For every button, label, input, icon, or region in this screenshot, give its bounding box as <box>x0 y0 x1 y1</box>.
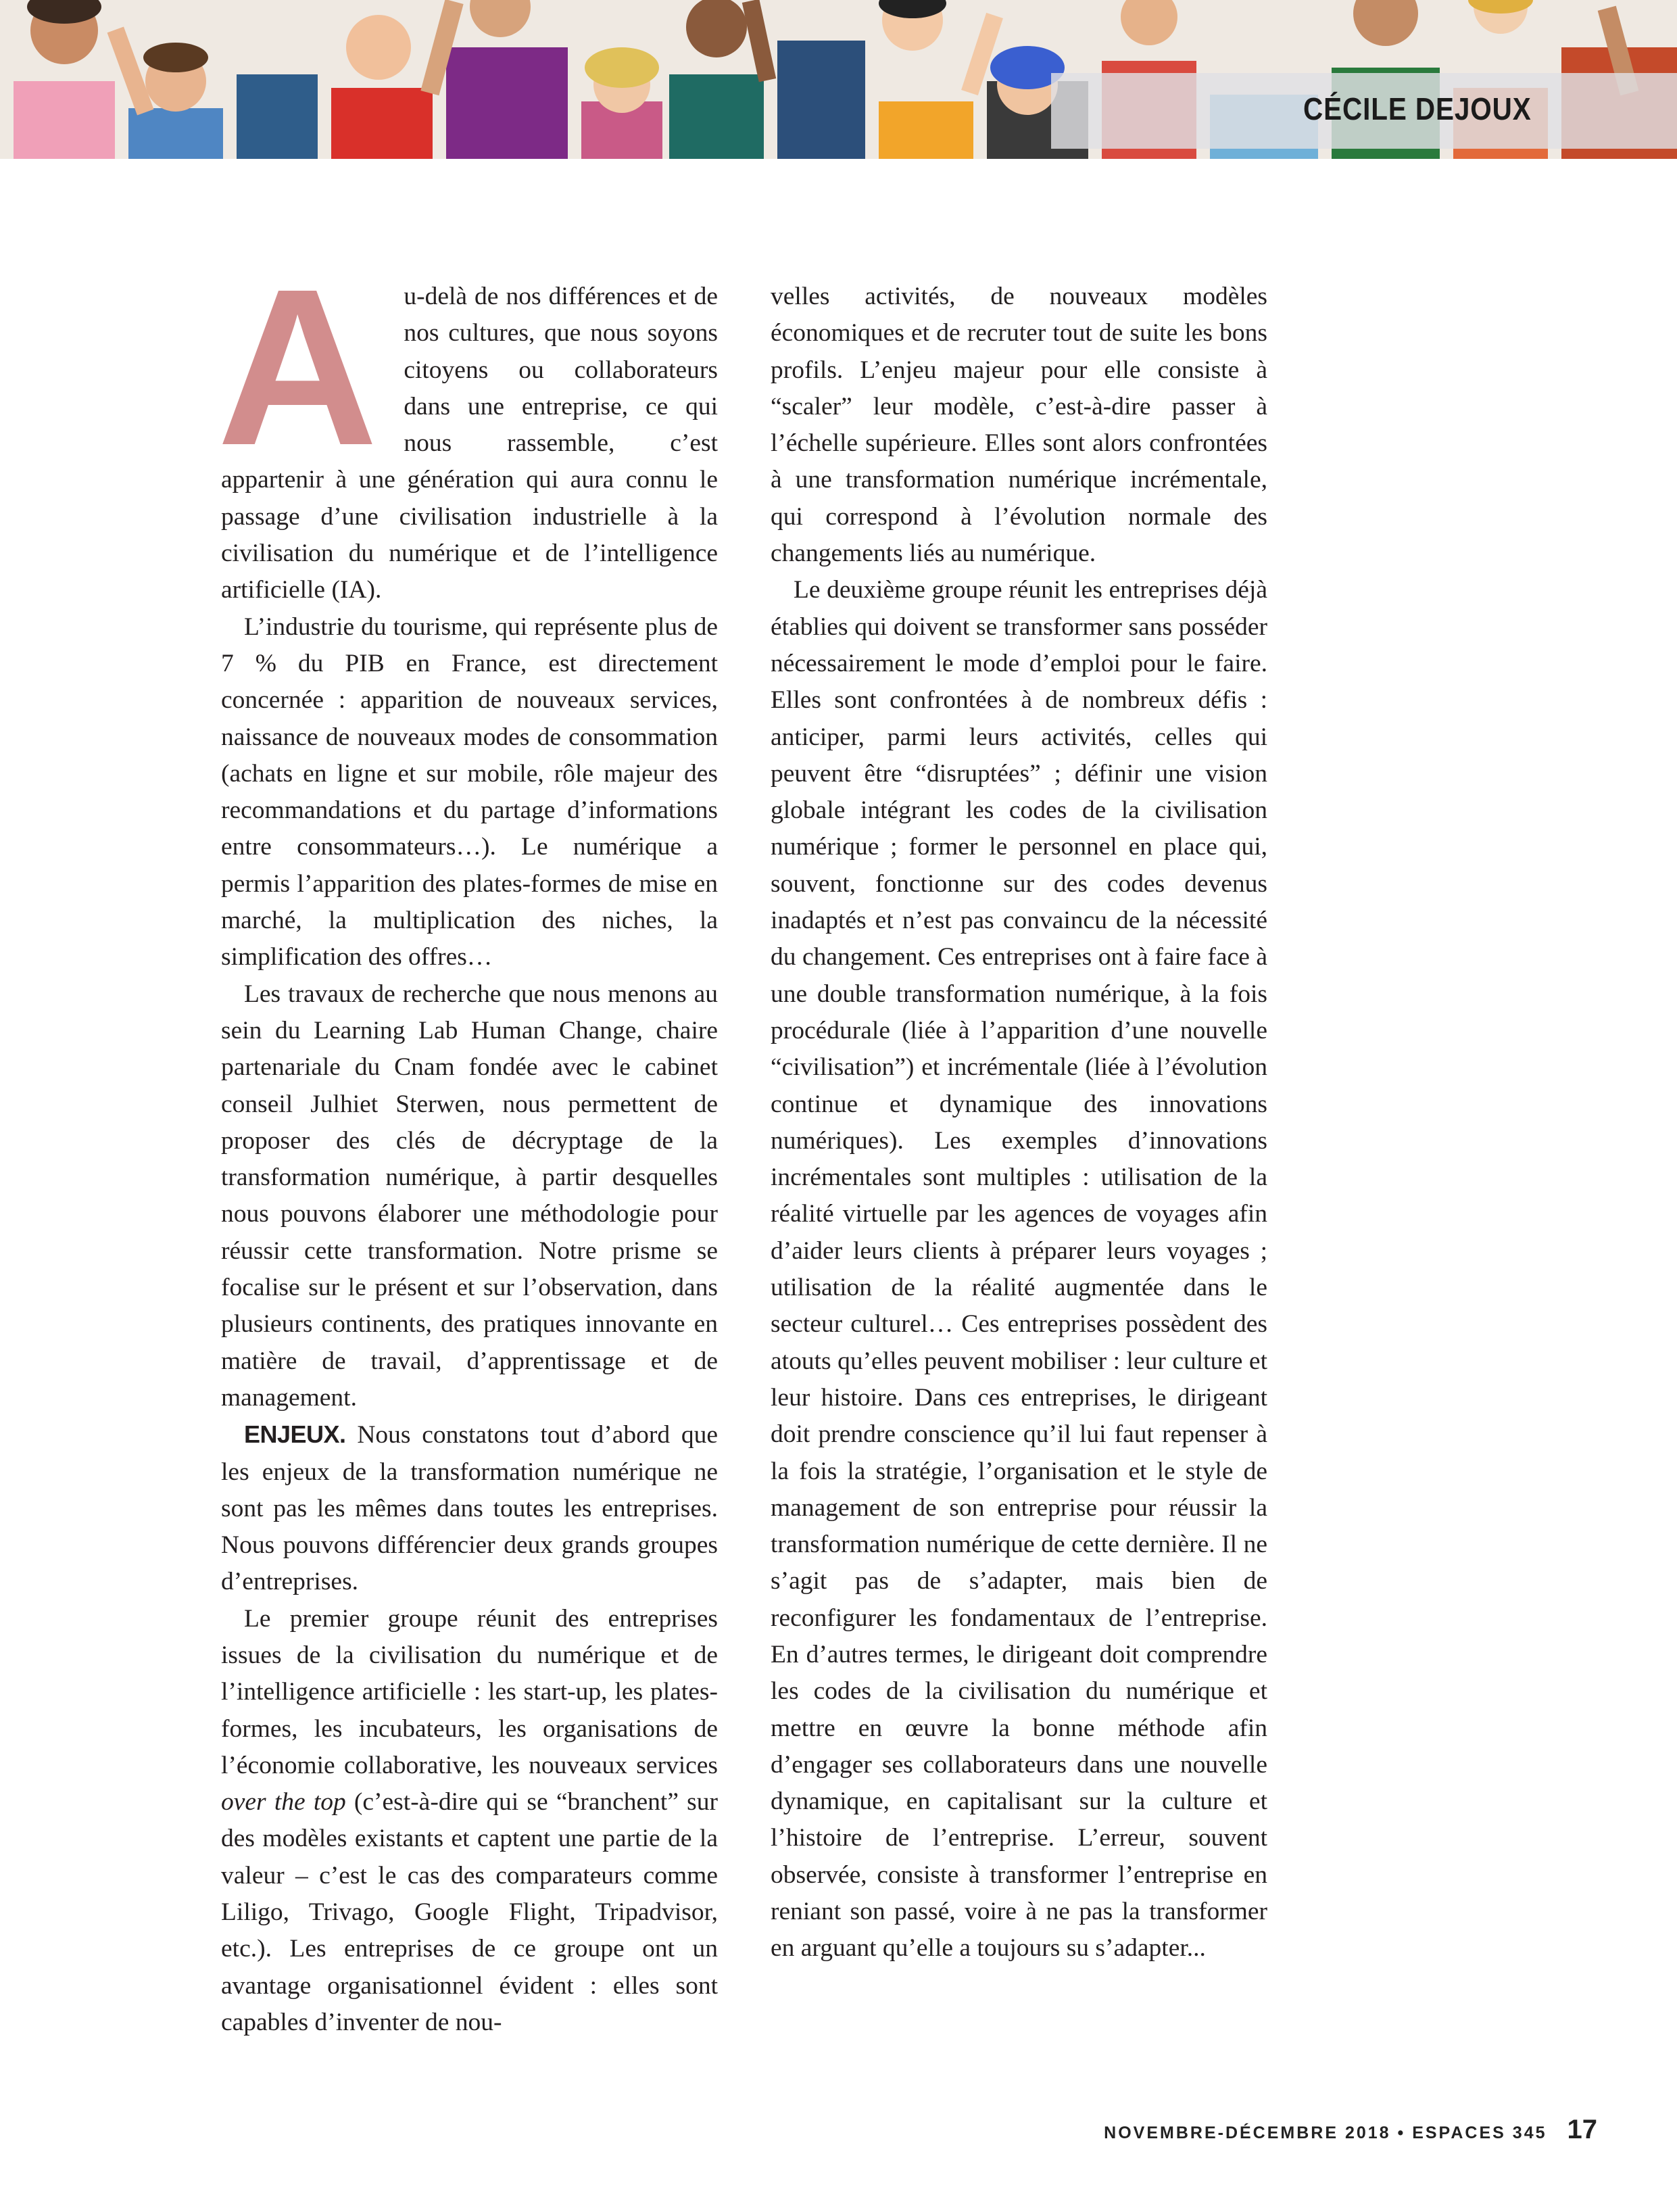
paragraph-continuation: velles activités, de nouveaux modèles économiques et de recruter tout de suite les bons profils. L’enjeu majeur pour elle consiste à “scaler” leur modèle, c’est-à-dire passer à l’échelle supérieure. Elles sont alors confrontées à une transformation numérique incrémentale, qui correspond à l’évolution normale des changements liés au numérique. <box>771 283 1267 568</box>
paragraph-tourism: L’industrie du tourisme, qui représente plus de 7 % du PIB en France, est directement concernée : apparition de nouveaux services, naissance de nouveaux modes de consommation (achats en ligne et sur mobile, rôle majeur des recommandations et du partage d’informations entre consommateurs…). Le numérique a permis l’apparition des plates-formes de mise en marché, la multiplication des niches, la simplification des offres… <box>221 612 718 971</box>
paragraph-first-group <box>221 1601 718 2042</box>
page-footer <box>1104 2115 1597 2145</box>
paragraph-enjeux <box>221 1416 718 1600</box>
article-column-left <box>217 242 718 2041</box>
paragraph-intro <box>217 242 718 609</box>
author-name: CÉCILE DEJOUX <box>1303 91 1532 126</box>
paragraph-second-group: Le deuxième groupe réunit les entreprises déjà établies qui doivent se transformer sans posséder nécessairement le mode d’emploi pour le faire. Elles sont confrontées à de nombreux défis : anticiper, parmi leurs activités, celles qui peuvent être “disruptées” ; définir une vision globale intégrant les codes de la civilisation numérique ; former le personnel en place qui, souvent, fonctionne sur des codes devenus inadaptés et n’est pas convaincu de la nécessité du changement. Ces entreprises ont à faire face à une double transformation numérique, à la fois procédurale (liée à l’apparition d’une nouvelle “civilisation”) et incrémentale (liée à l’évolution continue et dynamique des innovations numériques). Les exemples d’innovations incrémentales sont multiples : utilisation de la réalité virtuelle par les agences de voyages afin d’aider leurs clients à préparer leurs voyages ; utilisation de la réalité augmentée dans le secteur culturel… Ces entreprises possèdent des atouts qu’elles peuvent mobiliser : leur culture et leur histoire. Dans ces entreprises, le dirigeant doit prendre conscience qu’il lui faut repenser à la fois la stratégie, l’organisation et le style de management de son entreprise pour réussir la transformation numérique de cette dernière. Il ne s’agit pas de s’adapter, mais bien de reconfigurer les fondamentaux de l’entreprise. En d’autres termes, le dirigeant doit comprendre les codes de la civilisation du numérique et mettre en œuvre la bonne méthode afin d’engager ses collaborateurs dans une nouvelle dynamique, en capitalisant sur la culture et l’histoire de l’entreprise. L’erreur, souvent observée, consiste à transformer l’entreprise en reniant son passé, voire à ne pas la transformer en arguant qu’elle a toujours su s’adapter... <box>771 576 1267 1963</box>
issue-folio: NOVEMBRE-DÉCEMBRE 2018 • ESPACES 345 <box>1104 2123 1547 2142</box>
section-keyword: ENJEUX. <box>244 1420 346 1449</box>
article-column-right <box>771 279 1267 1967</box>
first-group-text-b: (c’est-à-dire qui se “branchent” sur des modèles existants et captent une partie de la valeur – c’est le cas des comparateurs comme Liligo, Trivago, Google Flight, Tripadvisor, etc.). Les entreprises de ce groupe ont un avantage organisationnel évident : elles sont capables d’inventer de nou- <box>221 1788 718 2036</box>
first-group-text-a: Le premier groupe réunit des entreprises issues de la civilisation du numérique et de l’intelligence artificielle : les start-up, les plates-formes, les incubateurs, les organisations de l’économie collaborative, les nouveaux services <box>221 1604 718 1779</box>
paragraph-research: Les travaux de recherche que nous menons au sein du Learning Lab Human Change, chaire partenariale du Cnam fondée avec le cabinet conseil Julhiet Sterwen, nous permettent de proposer des clés de décryptage de la transformation numérique, à partir desquelles nous pouvons élaborer une méthodologie pour réussir cette transformation. Notre prisme se focalise sur le présent et sur l’observation, dans plusieurs continents, des pratiques innovante en matière de travail, d’apprentissage et de management. <box>221 980 718 1412</box>
page-number: 17 <box>1567 2115 1597 2144</box>
enjeux-text: Nous constatons tout d’abord que les enjeux de la transformation numérique ne sont pas les mêmes dans toutes les entreprises. Nous pouvons différencier deux grands groupes d’entreprises. <box>221 1421 718 1596</box>
intro-text: u-delà de nos différences et de nos cultures, que nous soyons citoyens ou collaborateurs dans une entreprise, ce qui nous rassemble, c’est appartenir à une génération qui aura connu le passage d’une civilisation industrielle à la civilisation du numérique et de l’intelligence artificielle (IA). <box>221 283 718 604</box>
italic-term: over the top <box>221 1788 346 1817</box>
drop-cap: A <box>217 242 379 491</box>
